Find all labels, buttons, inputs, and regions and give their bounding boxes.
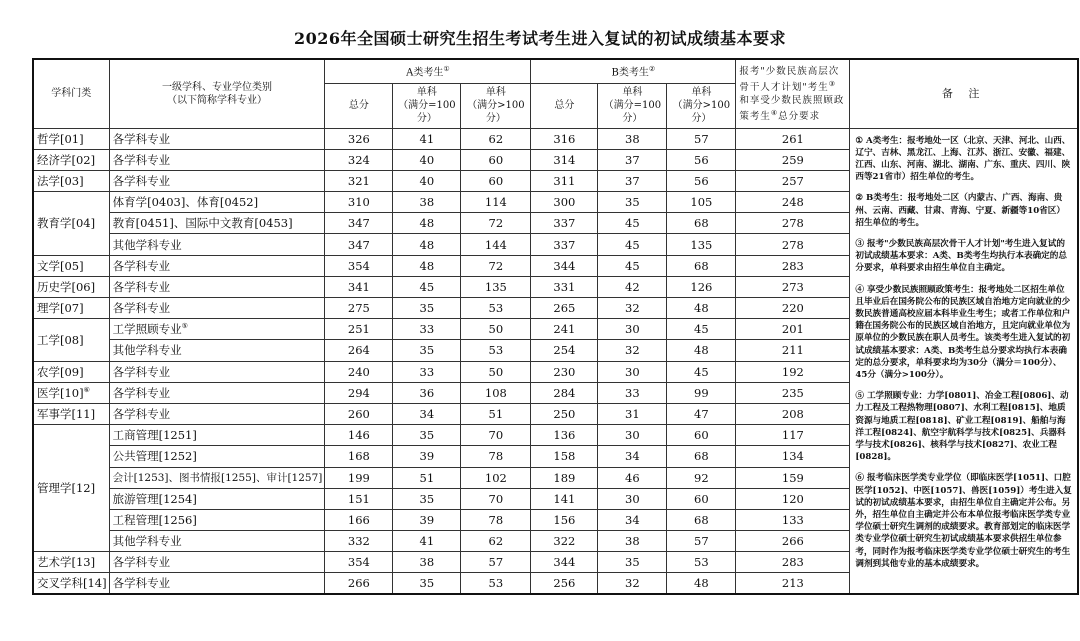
a-total-cell: 199 <box>325 467 393 488</box>
special-total-cell: 133 <box>736 509 850 530</box>
a-single-gt100-cell: 60 <box>461 149 531 170</box>
b-single100-cell: 30 <box>598 488 667 509</box>
b-total-cell: 250 <box>531 403 598 424</box>
b-single100-cell: 37 <box>598 170 667 191</box>
a-single100-cell: 36 <box>393 382 461 403</box>
a-single-gt100-cell: 51 <box>461 403 531 424</box>
b-total-cell: 314 <box>531 149 598 170</box>
b-single-gt100-cell: 53 <box>667 552 736 573</box>
special-total-cell: 117 <box>736 425 850 446</box>
note-6: ⑥ 报考临床医学类专业学位（即临床医学[1051]、口腔医学[1052]、中医[1057]、兽医[1059]）考生进入复试的初试成绩基本要求，由招生单位自主确定并公布。另外，招生单位自主确定并公布本单位报考临床医学类专业学位硕士研究生调剂的成绩要求。教育部划定的临床医学类专业学位硕士研究生初试成绩基本要求供招生单位参考，同时作为报考临床医学类专业学位硕士研究生的考生调剂到其他专业的基本成绩要求。 <box>855 473 1072 569</box>
b-total-cell: 337 <box>531 234 598 255</box>
b-total-cell: 316 <box>531 128 598 149</box>
header-group-b: B类考生② <box>531 59 736 83</box>
special-total-cell: 278 <box>736 213 850 234</box>
a-single-gt100-cell: 57 <box>461 552 531 573</box>
a-single100-cell: 38 <box>393 552 461 573</box>
b-single100-cell: 37 <box>598 149 667 170</box>
a-total-cell: 324 <box>325 149 393 170</box>
subject-cell: 各学科专业 <box>109 128 325 149</box>
a-total-cell: 310 <box>325 192 393 213</box>
special-total-cell: 235 <box>736 382 850 403</box>
special-total-cell: 266 <box>736 531 850 552</box>
category-cell: 文学[05] <box>33 255 109 276</box>
a-total-cell: 266 <box>325 573 393 594</box>
a-single-gt100-cell: 62 <box>461 531 531 552</box>
a-single100-cell: 40 <box>393 170 461 191</box>
category-cell: 历史学[06] <box>33 276 109 297</box>
b-total-cell: 331 <box>531 276 598 297</box>
b-total-cell: 311 <box>531 170 598 191</box>
special-total-cell: 159 <box>736 467 850 488</box>
subject-cell: 其他学科专业 <box>109 340 325 361</box>
b-total-cell: 141 <box>531 488 598 509</box>
b-single100-cell: 45 <box>598 234 667 255</box>
special-total-cell: 278 <box>736 234 850 255</box>
b-single-gt100-cell: 45 <box>667 319 736 340</box>
header-notes: 备 注 <box>850 59 1078 128</box>
category-cell: 哲学[01] <box>33 128 109 149</box>
a-total-cell: 347 <box>325 234 393 255</box>
special-total-cell: 220 <box>736 298 850 319</box>
subject-cell: 教育[0451]、国际中文教育[0453] <box>109 213 325 234</box>
a-single100-cell: 39 <box>393 446 461 467</box>
b-single100-cell: 34 <box>598 509 667 530</box>
category-cell: 法学[03] <box>33 170 109 191</box>
special-total-cell: 208 <box>736 403 850 424</box>
category-cell: 理学[07] <box>33 298 109 319</box>
a-total-cell: 275 <box>325 298 393 319</box>
b-single100-cell: 42 <box>598 276 667 297</box>
note-4: ④ 享受少数民族照顾政策考生：报考地处二区招生单位且毕业后在国务院公布的民族区域自治地方定向就业的少数民族普通高校应届本科毕业生考生；或者工作单位和户籍在国务院公布的民族区域自治地方，且定向就业单位为原单位的少数民族在职人员考生。该类考生进入复试的初试成绩基本要求：A类、B类考生总分要求均执行本表确定的总分要求，单科要求均为30分（满分＝100分）、45分（满分>100分）。 <box>855 284 1071 380</box>
b-single100-cell: 32 <box>598 298 667 319</box>
b-single-gt100-cell: 135 <box>667 234 736 255</box>
category-cell: 医学[10]⑥ <box>33 382 109 403</box>
b-single100-cell: 38 <box>598 531 667 552</box>
b-single-gt100-cell: 60 <box>667 425 736 446</box>
a-total-cell: 260 <box>325 403 393 424</box>
b-single-gt100-cell: 68 <box>667 255 736 276</box>
special-total-cell: 213 <box>736 573 850 594</box>
a-single100-cell: 35 <box>393 573 461 594</box>
category-cell: 教育学[04] <box>33 192 109 256</box>
b-single-gt100-cell: 105 <box>667 192 736 213</box>
a-single100-cell: 35 <box>393 488 461 509</box>
notes-cell <box>850 128 1078 594</box>
a-single100-cell: 39 <box>393 509 461 530</box>
a-single-gt100-cell: 50 <box>461 319 531 340</box>
a-single100-cell: 33 <box>393 319 461 340</box>
subject-cell: 旅游管理[1254] <box>109 488 325 509</box>
b-total-cell: 322 <box>531 531 598 552</box>
a-single-gt100-cell: 62 <box>461 128 531 149</box>
b-single-gt100-cell: 60 <box>667 488 736 509</box>
b-total-cell: 337 <box>531 213 598 234</box>
b-single-gt100-cell: 126 <box>667 276 736 297</box>
note-5: ⑤ 工学照顾专业：力学[0801]、冶金工程[0806]、动力工程及工程热物理[0807]、水利工程[0815]、地质资源与地质工程[0818]、矿业工程[0819]、船舶与海洋工程[0824]、航空宇航科学与技术[0825]、兵器科学与技术[0826]、核科学与技术[0827]、农业工程[0828]。 <box>855 391 1069 463</box>
b-total-cell: 256 <box>531 573 598 594</box>
category-cell: 军事学[11] <box>33 403 109 424</box>
b-single-gt100-cell: 48 <box>667 298 736 319</box>
b-total-cell: 136 <box>531 425 598 446</box>
special-total-cell: 201 <box>736 319 850 340</box>
b-single-gt100-cell: 48 <box>667 340 736 361</box>
a-total-cell: 151 <box>325 488 393 509</box>
subject-cell: 各学科专业 <box>109 255 325 276</box>
subject-cell: 各学科专业 <box>109 573 325 594</box>
b-single100-cell: 35 <box>598 552 667 573</box>
header-subject: 一级学科、专业学位类别 （以下简称学科专业） <box>109 59 325 128</box>
a-single100-cell: 35 <box>393 340 461 361</box>
b-single-gt100-cell: 57 <box>667 531 736 552</box>
b-single100-cell: 30 <box>598 361 667 382</box>
subject-cell: 各学科专业 <box>109 361 325 382</box>
special-total-cell: 248 <box>736 192 850 213</box>
a-total-cell: 294 <box>325 382 393 403</box>
a-single-gt100-cell: 72 <box>461 213 531 234</box>
b-total-cell: 156 <box>531 509 598 530</box>
subject-cell: 工学照顾专业⑤ <box>109 319 325 340</box>
subject-cell: 各学科专业 <box>109 552 325 573</box>
a-total-cell: 166 <box>325 509 393 530</box>
b-single100-cell: 46 <box>598 467 667 488</box>
b-total-cell: 241 <box>531 319 598 340</box>
header-category: 学科门类 <box>33 59 109 128</box>
a-single-gt100-cell: 72 <box>461 255 531 276</box>
subject-cell: 工程管理[1256] <box>109 509 325 530</box>
a-single-gt100-cell: 108 <box>461 382 531 403</box>
category-cell: 农学[09] <box>33 361 109 382</box>
b-single100-cell: 32 <box>598 340 667 361</box>
a-single-gt100-cell: 78 <box>461 509 531 530</box>
note-2: ② B类考生：报考地处二区（内蒙古、广西、海南、贵州、云南、西藏、甘肃、青海、宁夏、新疆等10省区）招生单位的考生。 <box>855 193 1065 228</box>
a-total-cell: 240 <box>325 361 393 382</box>
b-single-gt100-cell: 56 <box>667 149 736 170</box>
subject-cell: 体育学[0403]、体育[0452] <box>109 192 325 213</box>
category-cell: 艺术学[13] <box>33 552 109 573</box>
a-single100-cell: 51 <box>393 467 461 488</box>
b-total-cell: 300 <box>531 192 598 213</box>
category-cell: 交叉学科[14] <box>33 573 109 594</box>
b-single100-cell: 35 <box>598 192 667 213</box>
category-cell: 工学[08] <box>33 319 109 361</box>
a-single-gt100-cell: 114 <box>461 192 531 213</box>
b-total-cell: 230 <box>531 361 598 382</box>
a-single-gt100-cell: 53 <box>461 298 531 319</box>
special-total-cell: 134 <box>736 446 850 467</box>
b-total-cell: 344 <box>531 552 598 573</box>
page-title: 2026年全国硕士研究生招生考试考生进入复试的初试成绩基本要求 <box>293 29 787 48</box>
a-single-gt100-cell: 70 <box>461 488 531 509</box>
b-single-gt100-cell: 99 <box>667 382 736 403</box>
b-total-cell: 189 <box>531 467 598 488</box>
b-single-gt100-cell: 68 <box>667 213 736 234</box>
a-total-cell: 354 <box>325 255 393 276</box>
a-total-cell: 251 <box>325 319 393 340</box>
a-single100-cell: 33 <box>393 361 461 382</box>
b-total-cell: 158 <box>531 446 598 467</box>
note-1: ① A类考生：报考地处一区（北京、天津、河北、山西、辽宁、吉林、黑龙江、上海、江苏、浙江、安徽、福建、江西、山东、河南、湖北、湖南、广东、重庆、四川、陕西等21省市）招生单位的考生。 <box>855 135 1071 183</box>
a-single-gt100-cell: 60 <box>461 170 531 191</box>
b-single-gt100-cell: 57 <box>667 128 736 149</box>
header-b-total: 总分 <box>531 83 598 128</box>
subject-cell: 工商管理[1251] <box>109 425 325 446</box>
special-total-cell: 261 <box>736 128 850 149</box>
a-total-cell: 341 <box>325 276 393 297</box>
special-total-cell: 283 <box>736 255 850 276</box>
a-single-gt100-cell: 53 <box>461 573 531 594</box>
b-single100-cell: 32 <box>598 573 667 594</box>
special-total-cell: 273 <box>736 276 850 297</box>
header-a-single-gt100: 单科 （满分>100分） <box>461 83 531 128</box>
a-single100-cell: 45 <box>393 276 461 297</box>
subject-cell: 各学科专业 <box>109 403 325 424</box>
b-single100-cell: 45 <box>598 255 667 276</box>
subject-cell: 各学科专业 <box>109 170 325 191</box>
a-single100-cell: 48 <box>393 234 461 255</box>
header-a-single100: 单科 （满分=100分） <box>393 83 461 128</box>
header-special: 报考"少数民族高层次骨干人才计划"考生③和享受少数民族照顾政策考生④总分要求 <box>736 59 850 128</box>
a-single100-cell: 48 <box>393 255 461 276</box>
b-single100-cell: 30 <box>598 319 667 340</box>
b-single-gt100-cell: 47 <box>667 403 736 424</box>
subject-cell: 其他学科专业 <box>109 234 325 255</box>
b-total-cell: 265 <box>531 298 598 319</box>
a-single-gt100-cell: 135 <box>461 276 531 297</box>
b-total-cell: 344 <box>531 255 598 276</box>
b-single-gt100-cell: 56 <box>667 170 736 191</box>
a-single100-cell: 41 <box>393 531 461 552</box>
b-single100-cell: 31 <box>598 403 667 424</box>
special-total-cell: 120 <box>736 488 850 509</box>
subject-cell: 其他学科专业 <box>109 531 325 552</box>
b-single-gt100-cell: 45 <box>667 361 736 382</box>
subject-cell: 各学科专业 <box>109 276 325 297</box>
a-single100-cell: 38 <box>393 192 461 213</box>
a-single100-cell: 35 <box>393 425 461 446</box>
note-3: ③ 报考"少数民族高层次骨干人才计划"考生进入复试的初试成绩基本要求：A类、B类考生均执行本表确定的总分要求，单科要求由招生单位自主确定。 <box>855 238 1067 274</box>
b-single-gt100-cell: 92 <box>667 467 736 488</box>
a-single-gt100-cell: 53 <box>461 340 531 361</box>
subject-cell: 各学科专业 <box>109 149 325 170</box>
a-single100-cell: 34 <box>393 403 461 424</box>
subject-cell: 各学科专业 <box>109 298 325 319</box>
b-total-cell: 254 <box>531 340 598 361</box>
b-single100-cell: 38 <box>598 128 667 149</box>
a-single-gt100-cell: 102 <box>461 467 531 488</box>
subject-cell: 公共管理[1252] <box>109 446 325 467</box>
a-single100-cell: 41 <box>393 128 461 149</box>
subject-cell: 会计[1253]、图书情报[1255]、审计[1257] <box>109 467 325 488</box>
header-b-single100: 单科 （满分=100分） <box>598 83 667 128</box>
category-cell: 管理学[12] <box>33 425 109 552</box>
a-total-cell: 347 <box>325 213 393 234</box>
category-cell: 经济学[02] <box>33 149 109 170</box>
header-b-single-gt100: 单科 （满分>100分） <box>667 83 736 128</box>
b-single-gt100-cell: 68 <box>667 446 736 467</box>
b-single-gt100-cell: 68 <box>667 509 736 530</box>
a-single-gt100-cell: 70 <box>461 425 531 446</box>
header-group-a: A类考生① <box>325 59 531 83</box>
a-single-gt100-cell: 144 <box>461 234 531 255</box>
special-total-cell: 257 <box>736 170 850 191</box>
a-single100-cell: 48 <box>393 213 461 234</box>
b-single100-cell: 45 <box>598 213 667 234</box>
score-table <box>32 58 1079 595</box>
a-total-cell: 321 <box>325 170 393 191</box>
b-single100-cell: 33 <box>598 382 667 403</box>
a-single100-cell: 40 <box>393 149 461 170</box>
b-single-gt100-cell: 48 <box>667 573 736 594</box>
special-total-cell: 259 <box>736 149 850 170</box>
header-a-total: 总分 <box>325 83 393 128</box>
special-total-cell: 211 <box>736 340 850 361</box>
a-total-cell: 354 <box>325 552 393 573</box>
a-total-cell: 146 <box>325 425 393 446</box>
a-total-cell: 264 <box>325 340 393 361</box>
a-single100-cell: 35 <box>393 298 461 319</box>
special-total-cell: 283 <box>736 552 850 573</box>
a-single-gt100-cell: 78 <box>461 446 531 467</box>
b-single100-cell: 34 <box>598 446 667 467</box>
a-total-cell: 326 <box>325 128 393 149</box>
a-single-gt100-cell: 50 <box>461 361 531 382</box>
b-single100-cell: 30 <box>598 425 667 446</box>
table-row <box>33 128 1078 149</box>
special-total-cell: 192 <box>736 361 850 382</box>
a-total-cell: 168 <box>325 446 393 467</box>
b-total-cell: 284 <box>531 382 598 403</box>
a-total-cell: 332 <box>325 531 393 552</box>
subject-cell: 各学科专业 <box>109 382 325 403</box>
